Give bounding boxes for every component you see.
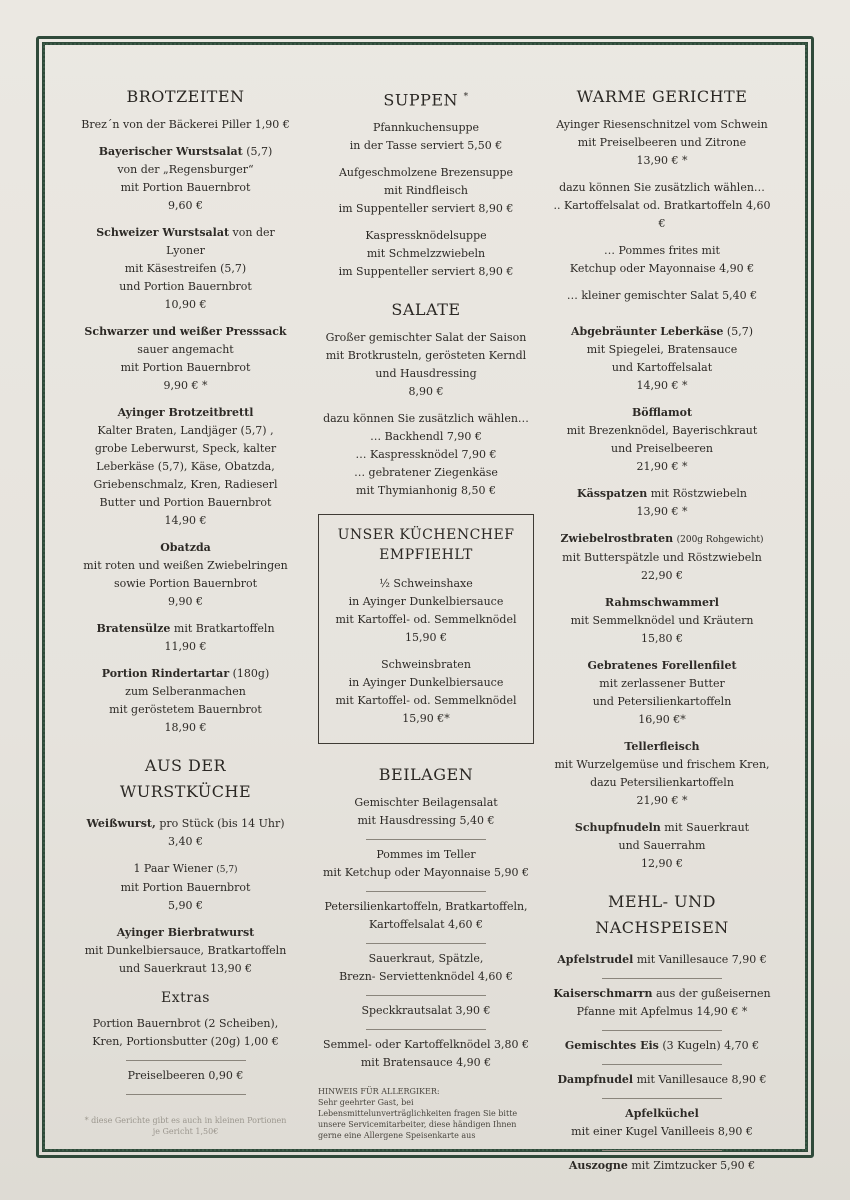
menu-item: Kässpatzen mit Röstzwiebeln 13,90 € * xyxy=(577,487,747,518)
menu-item: dazu können Sie zusätzlich wählen… .. Kartoffelsalat od. Bratkartoffeln 4,60 € xyxy=(553,181,771,230)
menu-item: Petersilienkartoffeln, Bratkartoffeln, Kartoffelsalat 4,60 € xyxy=(324,900,528,932)
menu-item: Schweizer Wurstsalat von der Lyoner mit Käsestreifen (5,7) und Portion Bauernbrot 10,90 € xyxy=(96,226,275,311)
menu-item: Schupfnudeln mit Sauerkraut und Sauerrahm 12,90 € xyxy=(574,821,750,870)
menu-item: Gemischtes Eis (3 Kugeln) 4,70 € xyxy=(564,1039,760,1052)
menu-item: Zwiebelrostbraten (200g Rohgewicht) mit Butterspätzle und Röstzwiebeln 22,90 € xyxy=(560,532,764,582)
divider xyxy=(366,891,486,892)
menu-item: … Pommes frites mit Ketchup oder Mayonnaise 4,90 € xyxy=(569,244,755,275)
column-middle xyxy=(318,84,534,1141)
menu-item: … kleiner gemischter Salat 5,40 € xyxy=(566,289,758,302)
menu-item: Ayinger Bierbratwurst mit Dunkelbiersauce, Bratkartoffeln und Sauerkraut 13,90 € xyxy=(84,926,287,975)
divider xyxy=(366,1029,486,1030)
divider xyxy=(366,995,486,996)
menu-item: Aufgeschmolzene Brezensuppe mit Rindfleisch im Suppenteller serviert 8,90 € xyxy=(338,166,514,216)
chef-recommendation-box: UNSER KÜCHENCHEF EMPFIEHLT ½ Schweinshaxe in Ayinger Dunkelbiersauce mit Kartoffel- od. Semmelknödel 15,90 € Schweinsbraten in Ayinger Dunkelbiersauce mit Kartoffel- od. Semmelknödel 15,90 €* xyxy=(318,514,534,744)
menu-item: Schweinsbraten in Ayinger Dunkelbiersauce mit Kartoffel- od. Semmelknödel 15,90 €* xyxy=(335,658,517,726)
menu-item: Großer gemischter Salat der Saison mit Brotkrusteln, gerösteten Kerndl und Hausdressing 8,90 € xyxy=(325,331,527,399)
menu-item: Bratensülze mit Bratkartoffeln 11,90 € xyxy=(96,622,275,653)
menu-item: Speckkrautsalat 3,90 € xyxy=(361,1004,491,1018)
menu-item: Weißwurst, pro Stück (bis 14 Uhr) 3,40 € xyxy=(86,817,285,848)
divider xyxy=(366,943,486,944)
menu-item: Preiselbeeren 0,90 € xyxy=(127,1069,244,1082)
heading-extras: Extras xyxy=(161,990,210,1006)
menu-item: Dampfnudel mit Vanillesauce 8,90 € xyxy=(557,1073,767,1086)
menu-item: Sauerkraut, Spätzle, Brezn- Serviettenknödel 4,60 € xyxy=(339,952,513,984)
column-left xyxy=(78,84,293,1137)
menu-item: Apfelstrudel mit Vanillesauce 7,90 € xyxy=(557,953,767,966)
menu-item: Rahmschwammerl mit Semmelknödel und Kräutern 15,80 € xyxy=(570,596,754,645)
divider xyxy=(602,1150,722,1151)
divider xyxy=(602,1098,722,1099)
menu-item: Ayinger Riesenschnitzel vom Schwein mit Preiselbeeren und Zitrone 13,90 € * xyxy=(556,118,768,167)
menu-item: 1 Paar Wiener (5,7) mit Portion Bauernbrot 5,90 € xyxy=(120,862,251,912)
heading-beilagen: BEILAGEN xyxy=(378,765,474,785)
heading-wurstkueche: AUS DER WURSTKÜCHE xyxy=(119,756,252,801)
menu-item: Gebratenes Forellenfilet mit zerlassener Butter und Petersilienkartoffeln 16,90 €* xyxy=(587,659,737,726)
heading-suppen: SUPPEN * xyxy=(383,90,469,110)
menu-item: Apfelküchel mit einer Kugel Vanilleeis 8,90 € xyxy=(571,1107,753,1138)
allergy-note: HINWEIS FÜR ALLERGIKER: Sehr geehrter Gast, bei Lebensmittelunverträglichkeiten fragen Sie bitte unsere Servicemitarbeiter, diese händigen Ihnen gerne eine Allergene Speisenkarte aus xyxy=(318,1087,518,1141)
menu-item: Ayinger Brotzeitbrettl Kalter Braten, Landjäger (5,7) , grobe Leberwurst, Speck, kalter Leberkäse (5,7), Käse, Obatzda, Griebenschmalz, Kren, Radieserl Butter und Portion Bauernbrot 14,90 € xyxy=(93,406,278,527)
menu-item: Semmel- oder Kartoffelknödel 3,80 € mit Bratensauce 4,90 € xyxy=(323,1038,529,1070)
menu-item: Kaspressknödelsuppe mit Schmelzzwiebeln im Suppenteller serviert 8,90 € xyxy=(338,229,514,279)
heading-salate: SALATE xyxy=(391,300,461,320)
column-right xyxy=(552,84,772,1184)
menu-item: Tellerfleisch mit Wurzelgemüse und frischem Kren, dazu Petersilienkartoffeln 21,90 € * xyxy=(554,740,770,807)
menu-item: Pfannkuchensuppe in der Tasse serviert 5,50 € xyxy=(349,121,503,153)
divider xyxy=(602,1030,722,1031)
menu-item: Schwarzer und weißer Presssack sauer angemacht mit Portion Bauernbrot 9,90 € * xyxy=(84,325,287,392)
divider xyxy=(126,1060,246,1061)
divider xyxy=(602,978,722,979)
menu-item: Bayerischer Wurstsalat (5,7) von der „Regensburger“ mit Portion Bauernbrot 9,60 € xyxy=(98,145,273,212)
portion-note: * diese Gerichte gibt es auch in kleinen Portionen je Gericht 1,50€ xyxy=(84,1116,287,1136)
heading-warme-gerichte: WARME GERICHTE xyxy=(576,87,748,106)
divider xyxy=(126,1094,246,1095)
menu-item: Böfflamot mit Brezenknödel, Bayerischkraut und Preiselbeeren 21,90 € * xyxy=(566,406,758,473)
menu-item: Portion Rindertartar (180g) zum Selberanmachen mit geröstetem Bauernbrot 18,90 € xyxy=(101,667,270,734)
heading-brotzeiten: BROTZEITEN xyxy=(126,87,245,106)
divider xyxy=(366,839,486,840)
menu-item: dazu können Sie zusätzlich wählen… … Backhendl 7,90 € … Kaspressknödel 7,90 € … gebratener Ziegenkäse mit Thymianhonig 8,50 € xyxy=(323,412,529,498)
menu-item: ½ Schweinshaxe in Ayinger Dunkelbiersauce mit Kartoffel- od. Semmelknödel 15,90 € xyxy=(335,577,517,645)
menu-item: Abgebräunter Leberkäse (5,7) mit Spiegelei, Bratensauce und Kartoffelsalat 14,90 € * xyxy=(571,325,753,392)
menu-item: Auszogne mit Zimtzucker 5,90 € xyxy=(568,1159,756,1172)
menu-item: Pommes im Teller mit Ketchup oder Mayonnaise 5,90 € xyxy=(322,848,530,880)
menu-item: Obatzda mit roten und weißen Zwiebelringen sowie Portion Bauernbrot 9,90 € xyxy=(83,541,288,608)
menu-item: Portion Bauernbrot (2 Scheiben), Kren, Portionsbutter (20g) 1,00 € xyxy=(92,1017,279,1048)
menu-item: Gemischter Beilagensalat mit Hausdressing 5,40 € xyxy=(354,796,498,828)
menu-item: Kaiserschmarrn aus der gußeisernen Pfanne mit Apfelmus 14,90 € * xyxy=(553,987,771,1018)
heading-mehlspeisen: MEHL- UND NACHSPEISEN xyxy=(595,892,729,937)
divider xyxy=(602,1064,722,1065)
menu-item: Brez´n von der Bäckerei Piller 1,90 € xyxy=(81,118,290,131)
